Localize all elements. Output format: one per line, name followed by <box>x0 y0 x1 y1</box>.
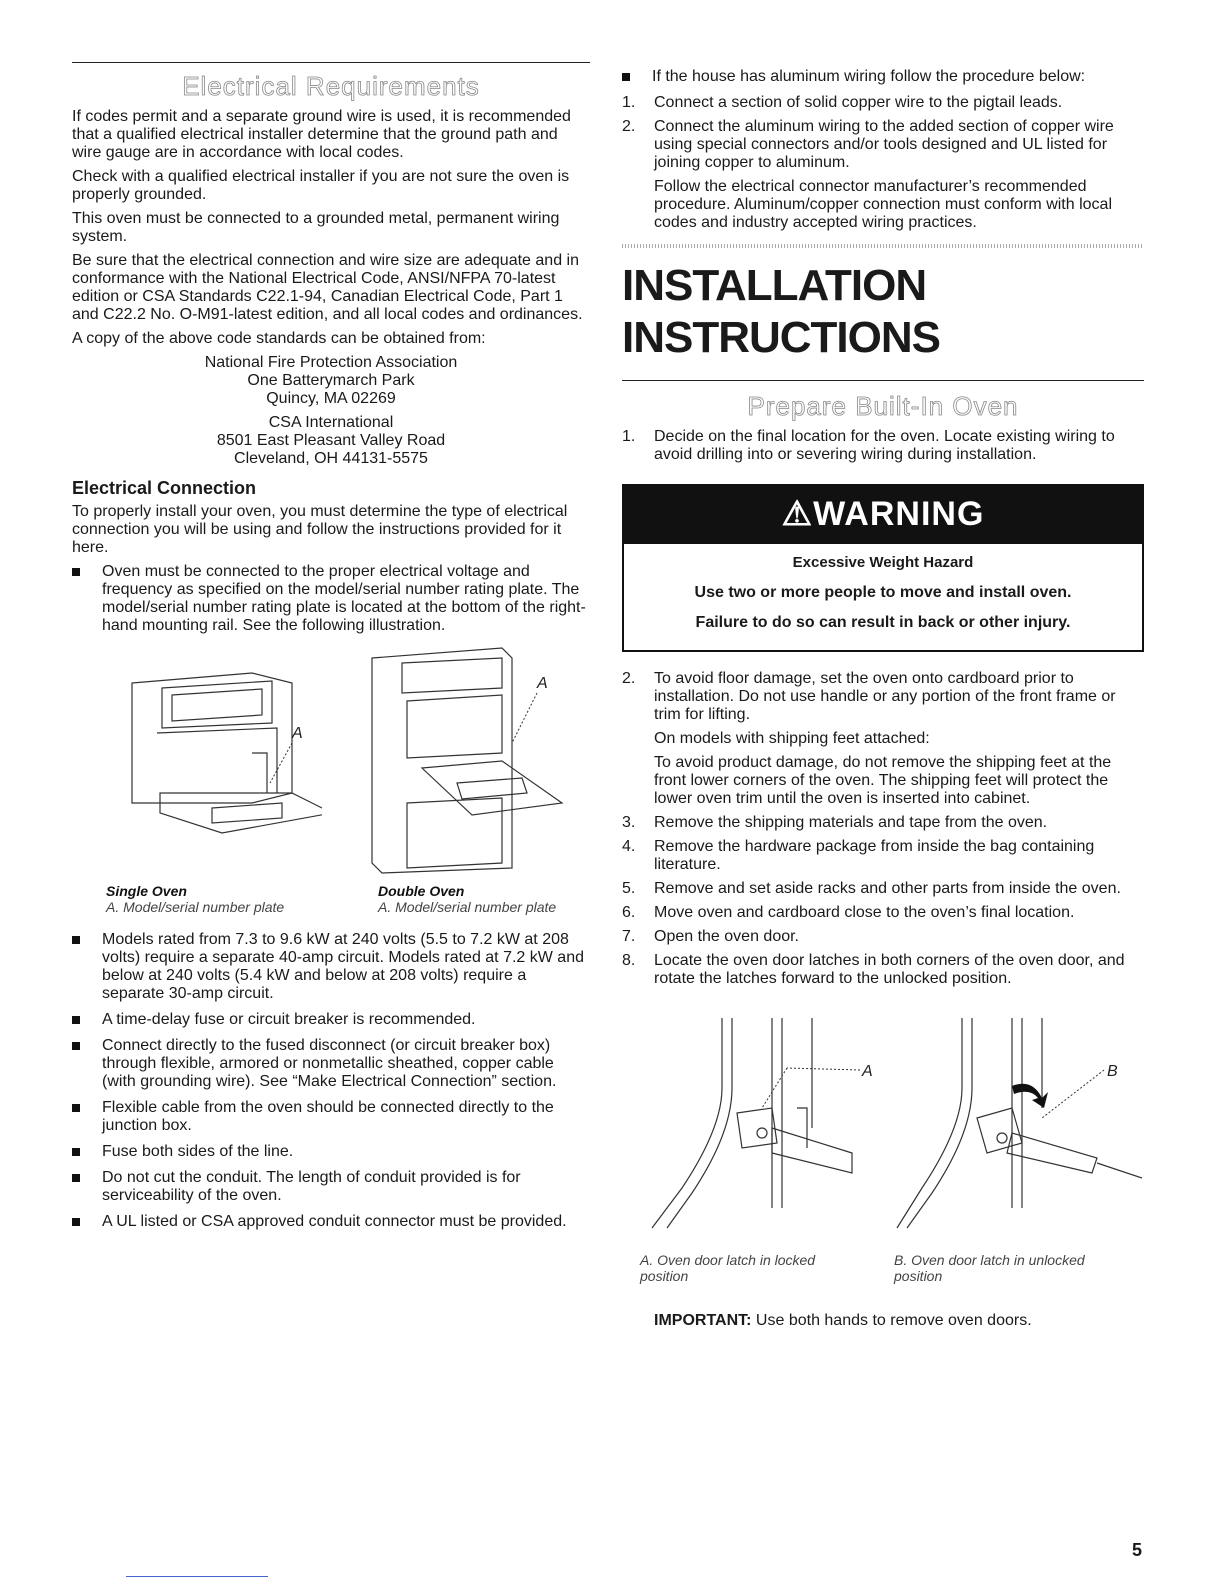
double-oven-illustration <box>362 643 582 883</box>
oven-illustrations <box>72 643 590 913</box>
label-a: A <box>292 725 303 742</box>
warning-line: Failure to do so can result in back or other injury. <box>695 614 1071 631</box>
warning-triangle-icon: ⚠ <box>781 495 814 533</box>
important-text: Use both hands to remove oven doors. <box>755 1312 1032 1329</box>
label-b: B <box>1107 1063 1118 1080</box>
bullet-list <box>622 68 1144 86</box>
paragraph: This oven must be connected to a grounded metal, permanent wiring system. <box>72 210 560 245</box>
section-rule <box>622 380 1144 381</box>
caption-double-oven <box>378 883 598 915</box>
step-item: 4. Remove the hardware package from inside the bag containing literature. <box>622 838 1095 873</box>
section-rule <box>72 62 590 63</box>
caption-single-oven <box>106 883 346 915</box>
list-item: A UL listed or CSA approved conduit connector must be provided. <box>72 1213 590 1231</box>
latch-locked-illustration <box>622 1008 882 1238</box>
latch-unlocked-illustration <box>882 1008 1142 1238</box>
square-bullet-icon <box>72 1104 80 1112</box>
step-item: 1. Decide on the final location for the oven. Locate existing wiring to avoid drilling into or severing wiring during installation. <box>622 428 1115 463</box>
paragraph: A copy of the above code standards can be obtained from: <box>72 330 486 347</box>
paragraph: Be sure that the electrical connection and wire size are adequate and in conformance with the National Electrical Code, ANSI/NFPA 70-latest edition or CSA Standards C22.1-94, Canadian Electrical Code, Part 1 and C22.2 No. O-M91-latest edition, and all local codes and ordinances. <box>72 252 583 323</box>
caption-title: Double Oven <box>378 883 465 899</box>
list-item: Do not cut the conduit. The length of conduit provided is for serviceability of the oven. <box>72 1169 590 1205</box>
address-line: Quincy, MA 02269 <box>266 390 396 407</box>
label-a: A <box>537 675 548 692</box>
left-column <box>72 62 590 1239</box>
square-bullet-icon <box>72 1042 80 1050</box>
square-bullet-icon <box>72 936 80 944</box>
square-bullet-icon <box>72 1174 80 1182</box>
section-heading-prepare: Prepare Built-In Oven <box>747 391 1019 421</box>
step-item: 8. Locate the oven door latches in both corners of the oven door, and rotate the latches forward to the unlocked position. <box>622 952 1125 987</box>
caption-title: Single Oven <box>106 883 187 899</box>
warning-header: ⚠WARNING <box>624 486 1142 544</box>
address-csa <box>72 414 590 468</box>
bullet-list <box>72 931 590 1231</box>
square-bullet-icon <box>72 568 80 576</box>
warning-box <box>622 484 1144 652</box>
paragraph: Check with a qualified electrical installer if you are not sure the oven is properly grounded. <box>72 168 570 203</box>
right-column <box>622 62 1144 1336</box>
page-title: INSTALLATION INSTRUCTIONS <box>622 261 940 362</box>
list-item: Connect directly to the fused disconnect (or circuit breaker box) through flexible, armored or nonmetallic sheathed, copper cable (with grounding wire). See “Make Electrical Connection” section. <box>72 1037 590 1091</box>
paragraph: If codes permit and a separate ground wire is used, it is recommended that a qualified electrical installer determine that the ground path and wire gauge are in accordance with local codes. <box>72 108 571 161</box>
list-item: Models rated from 7.3 to 9.6 kW at 240 volts (5.5 to 7.2 kW at 208 volts) require a separate 40-amp circuit. Models rated at 7.2 kW and below at 240 volts (5.4 kW and below at 208 volts) require a separate 30-amp circuit. <box>72 931 590 1003</box>
caption-latch-unlocked: B. Oven door latch in unlocked position <box>894 1252 1085 1284</box>
address-line: One Batterymarch Park <box>247 372 415 389</box>
step-item: 6. Move oven and cardboard close to the oven’s final location. <box>622 904 1075 921</box>
latch-illustrations <box>622 1008 1144 1308</box>
warning-line: Use two or more people to move and install oven. <box>694 584 1072 601</box>
caption-text: A. Model/serial number plate <box>106 899 285 915</box>
square-bullet-icon <box>72 1218 80 1226</box>
important-note <box>654 1312 1144 1330</box>
bullet-list <box>72 563 590 635</box>
address-nfpa <box>72 354 590 408</box>
steps-list <box>622 670 1144 988</box>
square-bullet-icon <box>72 1016 80 1024</box>
caption-text: A. Model/serial number plate <box>378 899 557 915</box>
aluminum-steps <box>622 94 1144 172</box>
steps-list <box>622 428 1144 464</box>
square-bullet-icon <box>622 73 630 81</box>
paragraph: On models with shipping feet attached: <box>654 730 930 747</box>
subheading-electrical-connection: Electrical Connection <box>72 478 257 498</box>
list-item: If the house has aluminum wiring follow the procedure below: <box>622 68 1144 86</box>
list-item: A time-delay fuse or circuit breaker is recommended. <box>72 1011 590 1029</box>
address-line: CSA International <box>268 414 394 431</box>
address-line: National Fire Protection Association <box>204 354 458 371</box>
paragraph: To properly install your oven, you must determine the type of electrical connection you will be using and follow the instructions provided for it here. <box>72 503 568 556</box>
paragraph: To avoid product damage, do not remove the shipping feet at the front lower corners of the oven. The shipping feet will protect the lower oven trim until the oven is inserted into cabinet. <box>654 754 1112 807</box>
step-item: 7. Open the oven door. <box>622 928 799 945</box>
important-label: IMPORTANT: <box>654 1312 752 1329</box>
divider <box>622 244 1144 248</box>
warning-hazard: Excessive Weight Hazard <box>792 554 974 571</box>
footer-rule <box>126 1576 268 1577</box>
warning-body <box>624 544 1142 650</box>
step-item: 1. Connect a section of solid copper wire to the pigtail leads. <box>622 94 1063 111</box>
step-item: 2. Connect the aluminum wiring to the added section of copper wire using special connectors and/or tools designed and UL listed for joining copper to aluminum. <box>622 118 1114 171</box>
section-heading-electrical: Electrical Requirements <box>182 71 480 101</box>
step-item: 5. Remove and set aside racks and other parts from inside the oven. <box>622 880 1121 897</box>
list-item: Fuse both sides of the line. <box>72 1143 590 1161</box>
caption-latch-locked: A. Oven door latch in locked position <box>640 1252 816 1284</box>
step-item: 3. Remove the shipping materials and tape from the oven. <box>622 814 1048 831</box>
paragraph: Follow the electrical connector manufacturer’s recommended procedure. Aluminum/copper connection must conform with local codes and industry accepted wiring practices. <box>654 178 1112 231</box>
single-oven-illustration <box>102 643 322 863</box>
list-item: Flexible cable from the oven should be connected directly to the junction box. <box>72 1099 590 1135</box>
list-item: Oven must be connected to the proper electrical voltage and frequency as specified on the model/serial number rating plate. The model/serial number rating plate is located at the bottom of the right-hand mounting rail. See the following illustration. <box>72 563 590 635</box>
label-a: A <box>862 1063 873 1080</box>
square-bullet-icon <box>72 1148 80 1156</box>
page-number: 5 <box>1131 1540 1142 1560</box>
address-line: 8501 East Pleasant Valley Road <box>216 432 446 449</box>
step-item: 2. To avoid floor damage, set the oven onto cardboard prior to installation. Do not use handle or any portion of the front frame or trim for lifting. On models with shipping feet attached: To avoid product damage, do not remove the shipping feet at the front lower corners of the oven. The shipping feet will protect the lower oven trim until the oven is inserted into cabinet. <box>622 670 1144 808</box>
address-line: Cleveland, OH 44131-5575 <box>234 450 428 467</box>
